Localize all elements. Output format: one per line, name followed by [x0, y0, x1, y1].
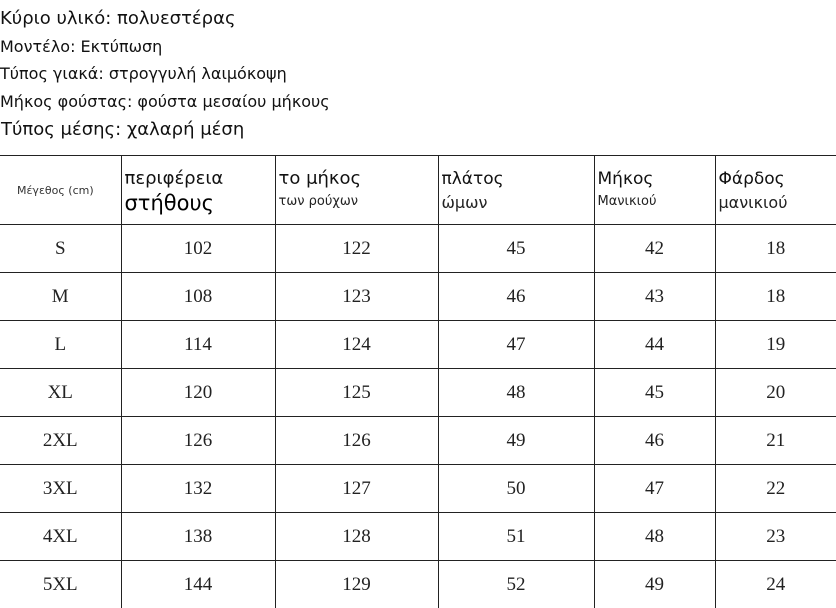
cell-sleeve-width: 22 [715, 465, 836, 513]
header-shoulder [438, 156, 594, 225]
cell-sleeve-length: 45 [594, 369, 715, 417]
cell-shoulder: 50 [438, 465, 594, 513]
cell-sleeve-length: 44 [594, 321, 715, 369]
header-sleeve-width-line1: Φάρδος [716, 156, 836, 189]
cell-shoulder: 52 [438, 561, 594, 608]
cell-chest: 144 [121, 561, 275, 608]
table-row [0, 369, 836, 417]
header-sleeve-width [715, 156, 836, 225]
cell-size: 3XL [0, 465, 121, 513]
cell-chest: 114 [121, 321, 275, 369]
cell-length: 126 [275, 417, 438, 465]
header-length [275, 156, 438, 225]
table-row [0, 417, 836, 465]
header-shoulder-line1: πλάτος [439, 156, 594, 189]
size-table-header [0, 156, 836, 225]
header-length-line1: το μήκος [276, 156, 438, 189]
cell-shoulder: 51 [438, 513, 594, 561]
cell-chest: 108 [121, 273, 275, 321]
cell-chest: 132 [121, 465, 275, 513]
cell-sleeve-length: 49 [594, 561, 715, 608]
cell-length: 128 [275, 513, 438, 561]
cell-sleeve-length: 48 [594, 513, 715, 561]
attr-skirt-length: Μήκος φούστας: φούστα μεσαίου μήκους [0, 92, 330, 111]
cell-length: 129 [275, 561, 438, 608]
table-row [0, 513, 836, 561]
header-sleeve-length-line2: Μανικιού [595, 189, 715, 209]
attr-model: Μοντέλο: Εκτύπωση [0, 37, 162, 56]
table-row [0, 225, 836, 273]
cell-sleeve-length: 46 [594, 417, 715, 465]
header-chest [121, 156, 275, 225]
header-sleeve-width-line2: μανικιού [716, 189, 836, 212]
cell-chest: 102 [121, 225, 275, 273]
cell-sleeve-width: 21 [715, 417, 836, 465]
cell-length: 127 [275, 465, 438, 513]
cell-size: L [0, 321, 121, 369]
cell-size: M [0, 273, 121, 321]
cell-sleeve-width: 24 [715, 561, 836, 608]
cell-sleeve-length: 43 [594, 273, 715, 321]
attr-collar-type: Τύπος γιακά: στρογγυλή λαιμόκοψη [0, 64, 287, 83]
cell-sleeve-width: 18 [715, 225, 836, 273]
header-chest-line1: περιφέρεια [122, 156, 275, 189]
cell-sleeve-length: 42 [594, 225, 715, 273]
header-size [0, 156, 121, 225]
cell-size: S [0, 225, 121, 273]
cell-length: 124 [275, 321, 438, 369]
cell-size: 4XL [0, 513, 121, 561]
table-row [0, 273, 836, 321]
size-table [0, 155, 836, 608]
header-shoulder-line2: ώμων [439, 189, 594, 212]
cell-chest: 126 [121, 417, 275, 465]
cell-shoulder: 49 [438, 417, 594, 465]
cell-size: 5XL [0, 561, 121, 608]
table-row [0, 465, 836, 513]
table-row [0, 561, 836, 608]
cell-size: 2XL [0, 417, 121, 465]
cell-sleeve-width: 19 [715, 321, 836, 369]
header-sleeve-length-line1: Μήκος [595, 156, 715, 189]
attr-waist-type: Τύπος μέσης: χαλαρή μέση [1, 119, 244, 140]
cell-sleeve-width: 23 [715, 513, 836, 561]
cell-sleeve-width: 20 [715, 369, 836, 417]
cell-shoulder: 47 [438, 321, 594, 369]
header-size-label: Μέγεθος (cm) [0, 156, 121, 197]
cell-chest: 138 [121, 513, 275, 561]
header-sleeve-length [594, 156, 715, 225]
cell-sleeve-width: 18 [715, 273, 836, 321]
table-row [0, 321, 836, 369]
attr-main-material: Κύριο υλικό: πολυεστέρας [0, 8, 236, 29]
cell-shoulder: 45 [438, 225, 594, 273]
cell-shoulder: 46 [438, 273, 594, 321]
cell-length: 122 [275, 225, 438, 273]
cell-length: 123 [275, 273, 438, 321]
cell-sleeve-length: 47 [594, 465, 715, 513]
cell-shoulder: 48 [438, 369, 594, 417]
cell-length: 125 [275, 369, 438, 417]
header-chest-line2: στήθους [122, 189, 275, 215]
cell-chest: 120 [121, 369, 275, 417]
header-length-line2: των ρούχων [276, 189, 438, 209]
cell-size: XL [0, 369, 121, 417]
